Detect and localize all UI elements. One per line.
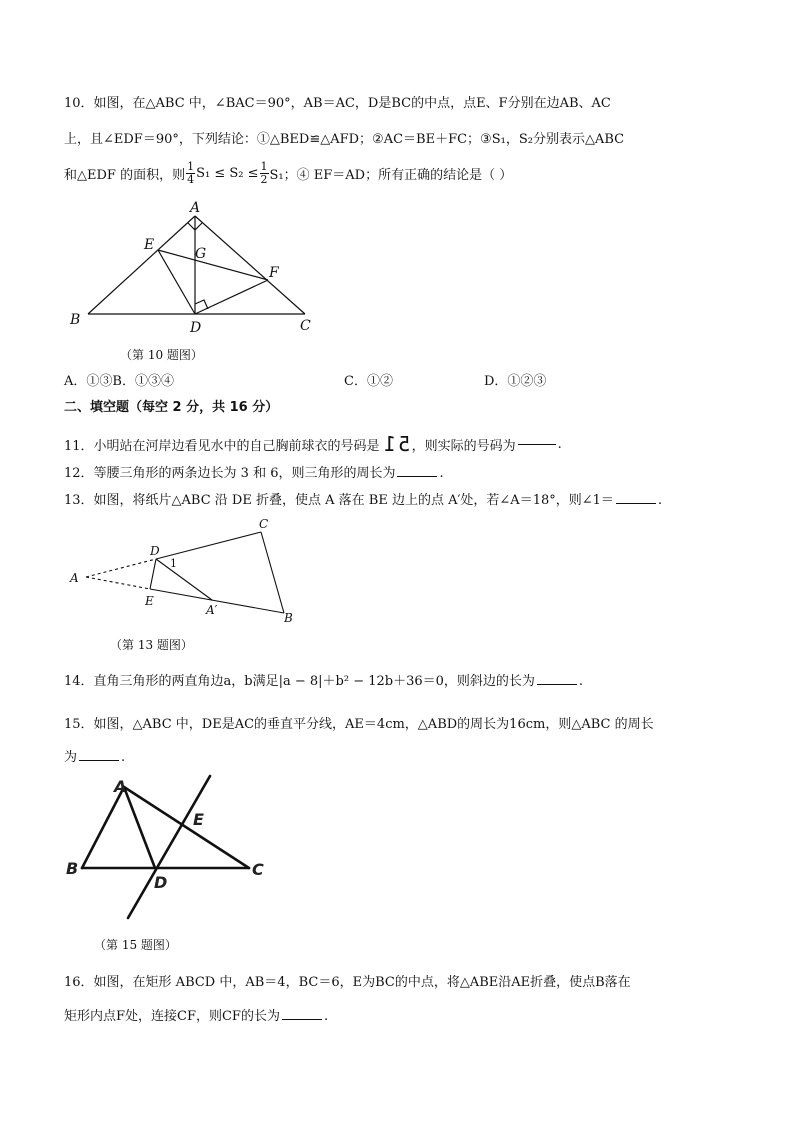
q10-line3-middle: S₁ ≤ S₂ ≤ [196,165,259,181]
q13-label-b: B [284,611,293,625]
q15-figure [60,770,280,925]
q10-option-d: D．①②③ [484,374,547,389]
q10-label-e: E [144,237,155,253]
q14-line [64,670,583,689]
q10-option-c: C．①② [344,374,393,389]
q11-text-2: ，则实际的号码为 [411,438,516,454]
q13-caption: （第 13 题图） [110,638,193,652]
q15-side-ac [124,787,249,868]
q13-end: . [657,493,663,508]
q10-label-d: D [190,320,202,336]
q10-label-a: A [190,200,201,216]
q10-label-g: G [195,246,207,262]
q15-answer-blank[interactable] [79,759,119,761]
q15-segment-ad [124,787,155,868]
q10-label-f: F [269,265,279,281]
q13-label-e: E [145,594,154,608]
q10-segment-ef [158,250,268,280]
q15-label-d: D [154,873,168,892]
q10-line3-prefix: 和△EDF 的面积，则 [64,167,186,183]
q14-text: 14．直角三角形的两直角边a，b满足|a − 8|＋b² − 12b＋36＝0，则斜边的长为 [64,674,535,689]
q15-line2-text: 为 [64,750,78,765]
q13-label-a-prime: A′ [206,603,218,617]
q10-line2: 上，且∠EDF＝90°，下列结论：①△BED≌△AFD；②AC＝BE＋FC；③S₁，S₂分别表示△ABC [64,132,625,147]
q11-text: 11．小明站在河岸边看见水中的自己胸前球衣的号码是 [64,438,380,454]
q10-fraction-quarter [186,161,195,186]
q15-label-b: B [66,859,79,878]
q12-answer-blank[interactable] [397,475,437,477]
q10-fraction-numerator: 1 [187,159,195,173]
q12-text: 12．等腰三角形的两条边长为 3 和 6，则三角形的周长为 [64,466,396,481]
q11-answer-blank[interactable] [518,443,556,445]
q10-segment-ed [158,250,195,314]
q16-line2 [64,1005,328,1024]
q15-caption: （第 15 题图） [94,938,177,952]
q10-line1: 10．如图，在△ABC 中，∠BAC＝90°，AB＝AC，D是BC的中点，点E、F分别在边AB、AC [64,96,611,111]
q13-side-cb [261,532,284,613]
q13-label-c: C [259,517,269,531]
q10-segment-df [195,280,268,314]
q13-text: 13．如图，将纸片△ABC 沿 DE 折叠，使点 A 落在 BE 边上的点 A′处，若∠A＝18°，则∠1＝ [64,493,614,508]
q15-label-a: A [114,777,127,796]
q13-answer-blank[interactable] [616,502,656,504]
q13-dashed-ae [86,577,150,589]
q13-side-dc [156,532,261,559]
q10-right-angle-d [195,300,208,309]
q10-figure [60,196,330,346]
q16-line1: 16．如图，在矩形 ABCD 中，AB＝4，BC＝6，E为BC的中点，将△ABE沿AE折叠，使点B落在 [64,975,631,990]
q13-dashed-ad [86,559,156,577]
q13-fold-de [150,559,156,589]
q10-label-c: C [300,318,311,334]
q10-caption: （第 10 题图） [120,348,203,362]
q13-segment-da1 [156,559,212,600]
q10-label-b: B [70,312,81,328]
q10-fraction-denominator-2: 2 [260,172,268,186]
q10-fraction-denominator: 4 [187,172,195,186]
q13-label-d: D [150,544,160,558]
q10-side-ab [88,216,195,314]
q15-line2 [64,746,125,765]
q15-line1: 15．如图，△ABC 中，DE是AC的垂直平分线，AE＝4cm，△ABD的周长为16cm，则△ABC 的周长 [64,717,654,732]
q13-label-angle-1: 1 [170,557,177,570]
q11-end: . [557,436,562,452]
q10-option-a: A．①③B．①③④ [64,374,174,389]
q14-end: . [578,674,584,689]
q16-line2-text: 矩形内点F处，连接CF，则CF的长为 [64,1009,280,1024]
q13-label-a: A [70,571,79,585]
q11-mirror-digits: 51 [381,432,410,456]
q15-label-c: C [252,860,264,879]
q15-end: . [121,750,126,765]
q10-line3-suffix: S₁；④ EF＝AD；所有正确的结论是（ ） [269,167,513,183]
q11-line [64,432,562,456]
q10-fraction-half [260,161,269,186]
q13-line [64,489,662,508]
q15-side-ab [82,787,124,868]
q15-label-e: E [193,810,204,829]
q16-answer-blank[interactable] [282,1018,322,1020]
section-heading: 二、填空题（每空 2 分，共 16 分） [64,400,279,415]
q12-end: . [439,466,444,481]
q16-end: . [323,1009,329,1024]
q14-answer-blank[interactable] [537,683,577,685]
q10-fraction-numerator-2: 1 [260,159,268,173]
q12-line [64,462,444,481]
q13-figure [66,512,306,632]
q10-line3 [64,156,512,190]
